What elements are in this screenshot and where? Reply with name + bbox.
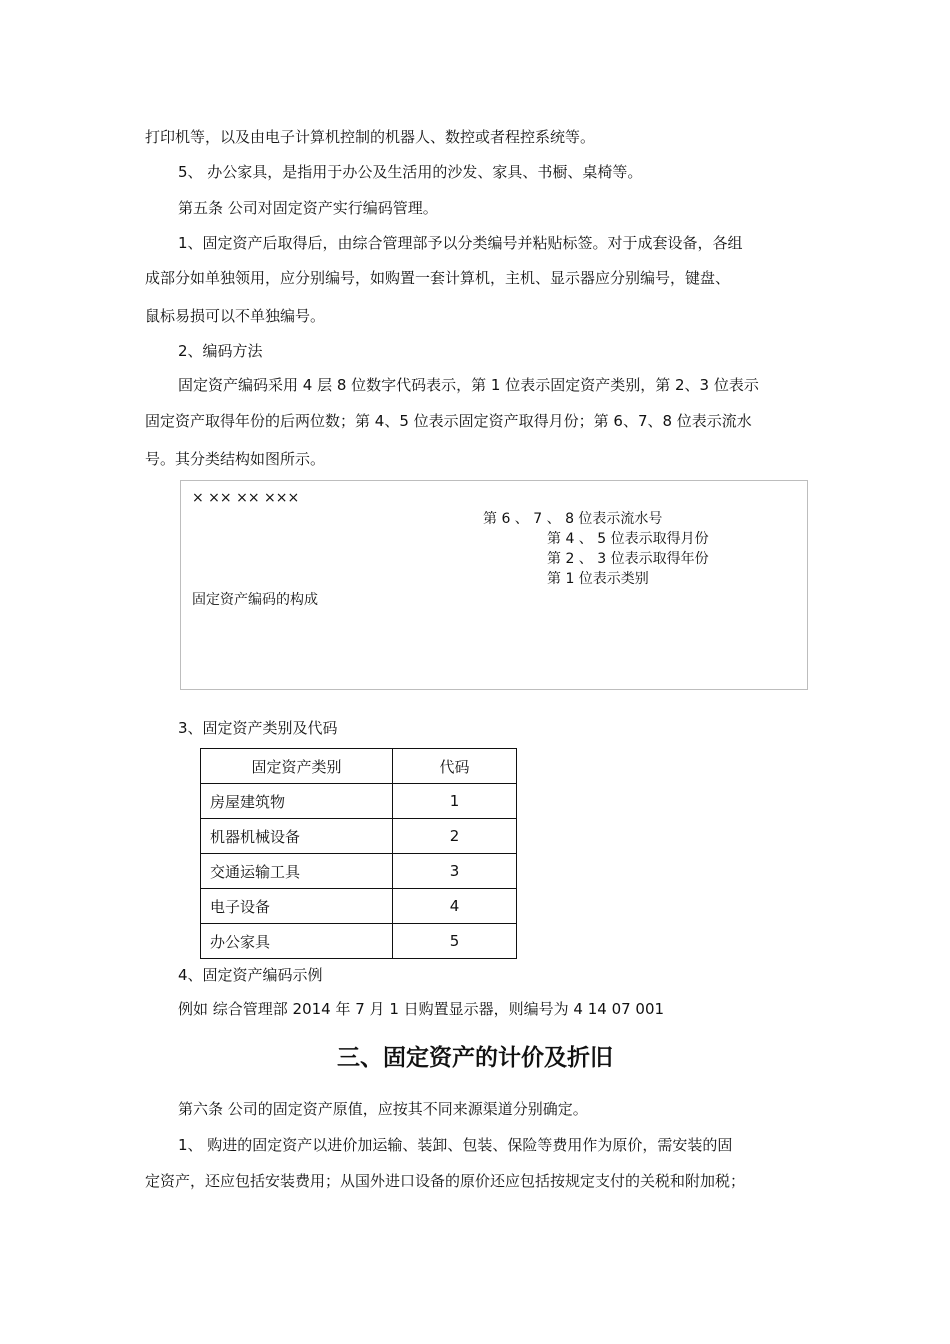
table-row <box>201 854 517 889</box>
paragraph: 号。其分类结构如图所示。 <box>145 450 326 468</box>
code-pattern: × ×× ×× ××× <box>192 490 300 506</box>
paragraph: 1、 购进的固定资产以进价加运输、装卸、包装、保险等费用作为原价，需安装的固 <box>178 1136 733 1154</box>
label-category-digit: 第 1 位表示类别 <box>547 571 649 587</box>
category-name: 机器机械设备 <box>201 819 393 854</box>
diagram-caption: 固定资产编码的构成 <box>192 592 318 608</box>
category-code: 2 <box>393 819 517 854</box>
table-row <box>201 819 517 854</box>
table-header-row <box>201 749 517 784</box>
category-code: 5 <box>393 924 517 959</box>
paragraph: 固定资产取得年份的后两位数；第 4、5 位表示固定资产取得月份；第 6、7、8 位表示流水 <box>145 412 752 430</box>
article-heading: 第五条 公司对固定资产实行编码管理。 <box>178 199 438 217</box>
category-code: 1 <box>393 784 517 819</box>
example-text: 例如 综合管理部 2014 年 7 月 1 日购置显示器，则编号为 4 14 07 001 <box>178 1000 665 1018</box>
paragraph: 固定资产编码采用 4 层 8 位数字代码表示，第 1 位表示固定资产类别，第 2、3 位表示 <box>178 376 759 394</box>
asset-category-table <box>200 748 517 959</box>
paragraph: 打印机等，以及由电子计算机控制的机器人、数控或者程控系统等。 <box>145 128 596 146</box>
paragraph: 定资产，还应包括安装费用；从国外进口设备的原价还应包括按规定支付的关税和附加税； <box>145 1172 746 1190</box>
table-row <box>201 889 517 924</box>
subheading: 4、固定资产编码示例 <box>178 966 323 984</box>
article-heading: 第六条 公司的固定资产原值，应按其不同来源渠道分别确定。 <box>178 1100 588 1118</box>
label-serial-digits: 第 6 、 7 、 8 位表示流水号 <box>483 511 663 527</box>
category-code: 3 <box>393 854 517 889</box>
category-name: 办公家具 <box>201 924 393 959</box>
header-category: 固定资产类别 <box>201 749 393 784</box>
paragraph: 鼠标易损可以不单独编号。 <box>145 307 326 325</box>
table-row <box>201 784 517 819</box>
paragraph: 1、固定资产后取得后，由综合管理部予以分类编号并粘贴标签。对于成套设备，各组 <box>178 234 743 252</box>
label-month-digits: 第 4 、 5 位表示取得月份 <box>547 531 709 547</box>
category-name: 交通运输工具 <box>201 854 393 889</box>
code-structure-diagram <box>180 480 808 690</box>
header-code: 代码 <box>393 749 517 784</box>
subheading: 3、固定资产类别及代码 <box>178 719 338 737</box>
category-name: 房屋建筑物 <box>201 784 393 819</box>
paragraph: 5、 办公家具，是指用于办公及生活用的沙发、家具、书橱、桌椅等。 <box>178 163 643 181</box>
category-code: 4 <box>393 889 517 924</box>
table-row <box>201 924 517 959</box>
category-name: 电子设备 <box>201 889 393 924</box>
label-year-digits: 第 2 、 3 位表示取得年份 <box>547 551 709 567</box>
chapter-title: 三、固定资产的计价及折旧 <box>337 1045 613 1071</box>
paragraph: 成部分如单独领用，应分别编号，如购置一套计算机，主机、显示器应分别编号，键盘、 <box>145 269 731 287</box>
subheading: 2、编码方法 <box>178 342 263 360</box>
